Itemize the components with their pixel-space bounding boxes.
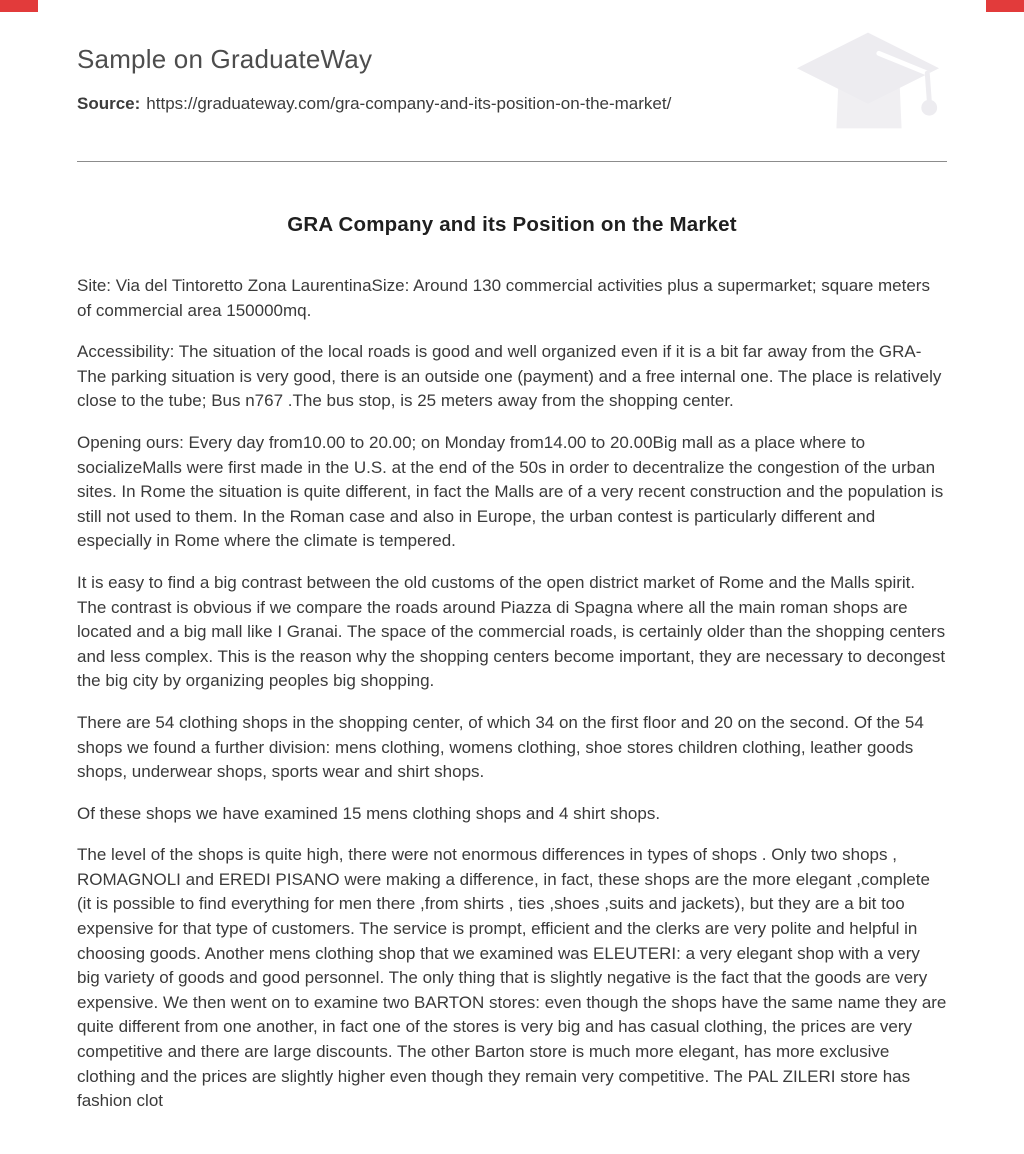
source-label: Source: <box>77 94 141 113</box>
essay-paragraph: Opening ours: Every day from10.00 to 20.00; on Monday from14.00 to 20.00Big mall as a place where to socializeMalls were first made in the U.S. at the end of the 50s in order to decentralize the congestion of the urban sites. In Rome the situation is quite different, in fact the Malls are of a very recent construction and the population is still not used to them. In the Roman case and also in Europe, the urban contest is particularly different and especially in Rome where the climate is tempered. <box>77 432 944 551</box>
essay-paragraph: It is easy to find a big contrast between the old customs of the open district market of Rome and the Malls spirit. The contrast is obvious if we compare the roads around Piazza di Spagna where all the main roman shops are located and a big mall like I Granai. The space of the commercial roads, is certainly older than the shopping centers and less complex. This is the reason why the shopping centers become important, they are necessary to decongest the big city by organizing peoples big shopping. <box>77 572 946 691</box>
essay-paragraph: The level of the shops is quite high, there were not enormous differences in types of shops . Only two shops , ROMAGNOLI and EREDI PISANO were making a difference, in fact, these shops are the more elegant ,complete (it is possible to find everything for men there ,from shirts , ties ,shoes ,suits and jackets), but they are a bit too expensive for that type of customers. The service is prompt, efficient and the clerks are very polite and helpful in choosing goods. Another mens clothing shop that we examined was ELEUTERI: a very elegant shop with a very big variety of goods and good personnel. The only thing that is slightly negative is the fact that the goods are very expensive. We then went on to examine two BARTON stores: even though the shops have the same name they are quite different from one another, in fact one of the stores is very big and has casual clothing, the prices are very competitive and there are large discounts. The other Barton store is much more elegant, has more exclusive clothing and the prices are slightly higher even though they remain very competitive. The PAL ZILERI store has fashion clot <box>77 845 947 1111</box>
source-url-link[interactable]: https://graduateway.com/gra-company-and-its-position-on-the-market/ <box>146 94 672 113</box>
document-page <box>77 0 947 1114</box>
essay-paragraph: Site: Via del Tintoretto Zona LaurentinaSize: Around 130 commercial activities plus a supermarket; square meters of commercial area 150000mq. <box>77 276 930 320</box>
graduation-cap-icon <box>789 28 947 138</box>
essay-paragraph: Of these shops we have examined 15 mens clothing shops and 4 shirt shops. <box>77 803 661 823</box>
page-title: GRA Company and its Position on the Market <box>287 213 737 236</box>
header-divider <box>77 161 947 162</box>
sample-heading: Sample on GraduateWay <box>77 44 373 74</box>
brand-ribbon-left <box>0 0 38 12</box>
essay-paragraph: Accessibility: The situation of the local roads is good and well organized even if it is a bit far away from the GRA- The parking situation is very good, there is an outside one (payment) and a free internal one. The place is relatively close to the tube; Bus n767 .The bus stop, is 25 meters away from the shopping center. <box>77 342 942 411</box>
essay-paragraph: There are 54 clothing shops in the shopping center, of which 34 on the first floor and 20 on the second. Of the 54 shops we found a further division: mens clothing, womens clothing, shoe stores children clothing, leather goods shops, underwear shops, sports wear and shirt shops. <box>77 712 924 782</box>
brand-ribbon-right <box>986 0 1024 12</box>
essay-body <box>77 274 947 1114</box>
